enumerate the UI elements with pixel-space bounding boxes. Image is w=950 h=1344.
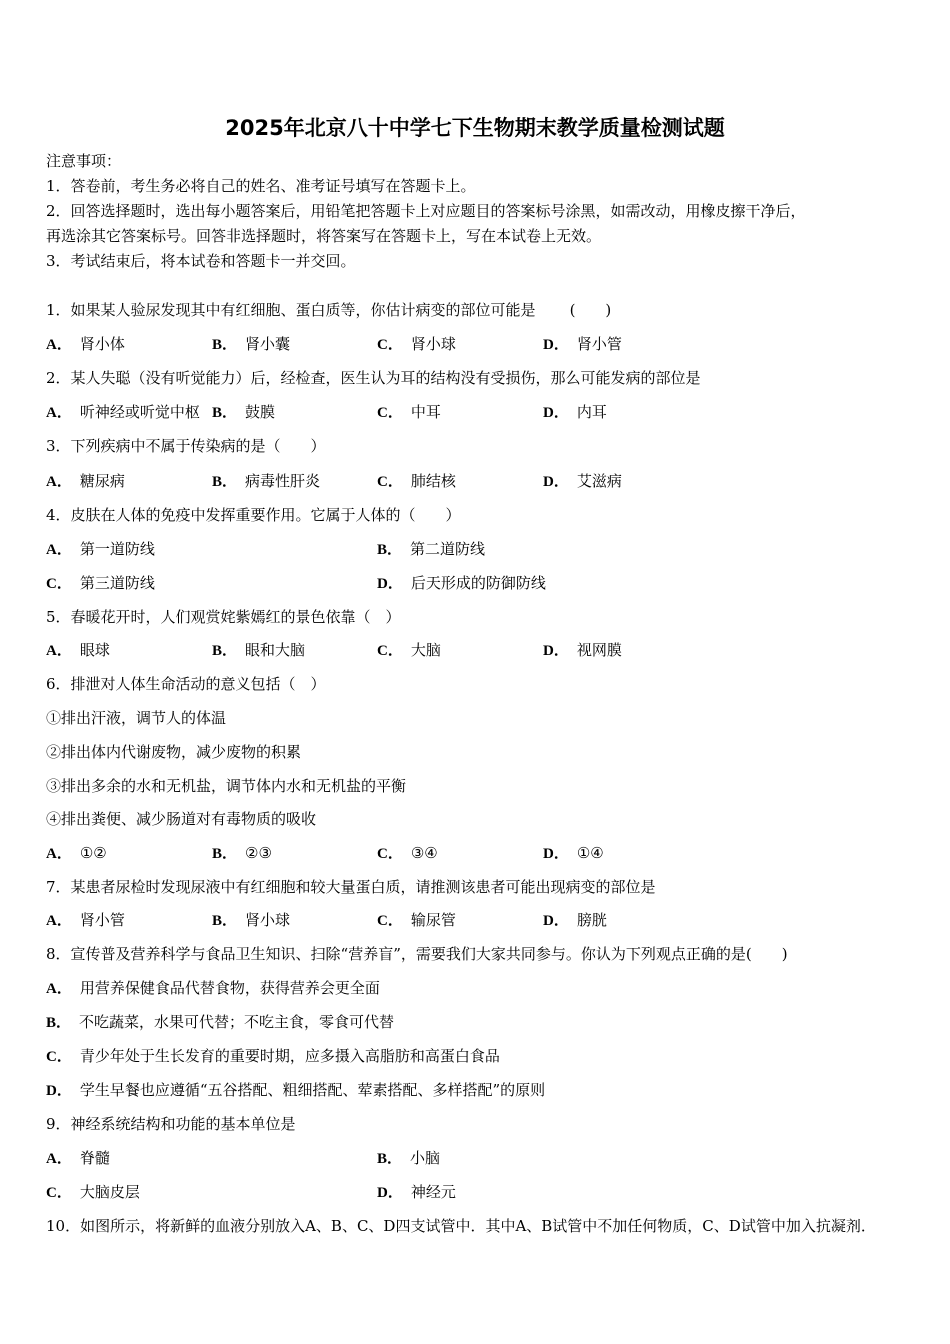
question-text: 排泄对人体生命活动的意义包括（ ） — [70, 675, 326, 693]
question-3-option-d: D． 艾滋病 — [543, 472, 622, 490]
question-5-option-a: A． 眼球 — [46, 641, 110, 659]
question-7-option-b: B． 肾小球 — [212, 911, 291, 929]
question-9-stem — [46, 1114, 296, 1134]
question-4-option-d: D． 后天形成的防御防线 — [377, 574, 546, 592]
question-number: 4． — [46, 506, 71, 524]
question-5-option-d: D． 视网膜 — [543, 641, 622, 659]
question-text: 春暖花开时，人们观赏姹紫嫣红的景色依靠（ ） — [70, 608, 401, 626]
notice-heading: 注意事项： — [46, 152, 122, 170]
question-number: 2． — [46, 369, 71, 387]
question-7-option-a: A． 肾小管 — [46, 911, 125, 929]
question-2-option-c: C． 中耳 — [377, 403, 441, 421]
question-3-option-c: C． 肺结核 — [377, 472, 456, 490]
question-number: 7． — [46, 878, 71, 896]
notice-item-2: 2．回答选择题时，选出每小题答案后，用铅笔把答题卡上对应题目的答案标号涂黑，如需改动，用橡皮擦干净后， — [46, 202, 806, 220]
question-number: 3． — [46, 437, 71, 455]
question-text: 神经系统结构和功能的基本单位是 — [70, 1115, 296, 1133]
question-8-option-c: C． 青少年处于生长发育的重要时期，应多摄入高脂肪和高蛋白食品 — [46, 1047, 500, 1065]
question-number: 8． — [46, 945, 71, 963]
question-7-option-d: D． 膀胱 — [543, 911, 607, 929]
question-1-option-c: C． 肾小球 — [377, 335, 456, 353]
notice-item-2-cont: 再选涂其它答案标号。回答非选择题时，将答案写在答题卡上，写在本试卷上无效。 — [46, 227, 602, 245]
question-text: 某患者尿检时发现尿液中有红细胞和较大量蛋白质，请推测该患者可能出现病变的部位是 — [70, 878, 656, 896]
question-4-option-a: A． 第一道防线 — [46, 540, 155, 558]
question-6-statement-4: ④排出粪便、减少肠道对有毒物质的吸收 — [46, 810, 317, 828]
question-8-option-b: B． 不吃蔬菜，水果可代替；不吃主食，零食可代替 — [46, 1013, 395, 1031]
question-10-stem — [46, 1216, 876, 1236]
question-6-option-d: D． ①④ — [543, 844, 604, 862]
question-9-option-d: D． 神经元 — [377, 1183, 456, 1201]
question-3-option-a: A． 糖尿病 — [46, 472, 125, 490]
question-text: 某人失聪（没有听觉能力）后，经检查，医生认为耳的结构没有受损伤，那么可能发病的部位是 — [70, 369, 701, 387]
question-3-option-b: B． 病毒性肝炎 — [212, 472, 321, 490]
question-3-stem — [46, 436, 326, 456]
question-9-option-b: B． 小脑 — [377, 1149, 441, 1167]
question-number: 9． — [46, 1115, 71, 1133]
question-2-stem — [46, 368, 701, 388]
question-number: 5． — [46, 608, 71, 626]
question-number: 10． — [46, 1217, 81, 1235]
question-1-option-b: B． 肾小囊 — [212, 335, 291, 353]
question-4-option-b: B． 第二道防线 — [377, 540, 486, 558]
question-6-option-b: B． ②③ — [212, 844, 272, 862]
question-8-option-d: D． 学生早餐也应遵循“五谷搭配、粗细搭配、荤素搭配、多样搭配”的原则 — [46, 1081, 546, 1099]
question-2-option-d: D． 内耳 — [543, 403, 607, 421]
question-5-option-b: B． 眼和大脑 — [212, 641, 306, 659]
question-6-statement-2: ②排出体内代谢废物，减少废物的积累 — [46, 743, 302, 761]
question-text: 宣传普及营养科学与食品卫生知识、扫除“营养盲”，需要我们大家共同参与。你认为下列观点正确的是( ) — [70, 945, 788, 963]
notice-item-3: 3．考试结束后，将本试卷和答题卡一并交回。 — [46, 252, 356, 270]
question-6-stem — [46, 674, 326, 694]
question-6-option-c: C． ③④ — [377, 844, 438, 862]
question-1-option-d: D． 肾小管 — [543, 335, 622, 353]
question-text: 下列疾病中不属于传染病的是（ ） — [70, 437, 326, 455]
question-6-statement-3: ③排出多余的水和无机盐，调节体内水和无机盐的平衡 — [46, 777, 407, 795]
question-8-stem — [46, 944, 788, 964]
question-number: 1． — [46, 301, 71, 319]
question-4-option-c: C． 第三道防线 — [46, 574, 155, 592]
question-7-stem — [46, 877, 656, 897]
question-7-option-c: C． 输尿管 — [377, 911, 456, 929]
question-9-option-c: C． 大脑皮层 — [46, 1183, 140, 1201]
question-text: 皮肤在人体的免疫中发挥重要作用。它属于人体的（ ） — [70, 506, 461, 524]
question-1-stem — [46, 300, 611, 320]
question-text: 如图所示，将新鲜的血液分别放入A、B、C、D四支试管中．其中A、B试管中不加任何物质，C、D试管中加入抗凝剂． — [80, 1217, 876, 1235]
question-text: 如果某人验尿发现其中有红细胞、蛋白质等，你估计病变的部位可能是 — [70, 301, 536, 319]
question-1-option-a: A． 肾小体 — [46, 335, 125, 353]
question-6-option-a: A． ①② — [46, 844, 107, 862]
question-5-option-c: C． 大脑 — [377, 641, 441, 659]
question-4-stem — [46, 505, 461, 525]
exam-title: 2025年北京八十中学七下生物期末教学质量检测试题 — [225, 116, 725, 140]
question-9-option-a: A． 脊髓 — [46, 1149, 110, 1167]
question-5-stem — [46, 607, 401, 627]
question-number: 6． — [46, 675, 71, 693]
question-2-option-b: B． 鼓膜 — [212, 403, 276, 421]
question-2-option-a: A． 听神经或听觉中枢 — [46, 403, 200, 421]
question-8-option-a: A． 用营养保健食品代替食物，获得营养会更全面 — [46, 979, 380, 997]
answer-blank: ( ) — [569, 301, 612, 319]
notice-item-1: 1．答卷前，考生务必将自己的姓名、准考证号填写在答题卡上。 — [46, 177, 476, 195]
question-6-statement-1: ①排出汗液，调节人的体温 — [46, 709, 227, 727]
